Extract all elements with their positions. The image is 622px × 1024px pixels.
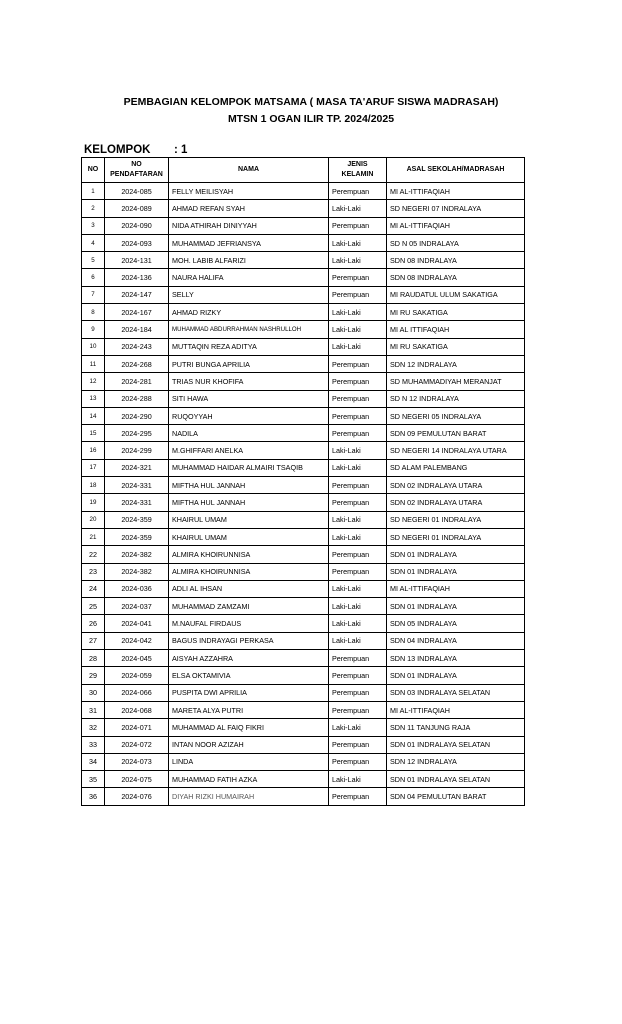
cell-name: MUHAMMAD HAIDAR ALMAIRI TSAQIB xyxy=(169,459,329,476)
cell-gender: Perempuan xyxy=(329,546,387,563)
cell-registration-number: 2024-136 xyxy=(105,269,169,286)
cell-gender: Laki-Laki xyxy=(329,632,387,649)
cell-name: DIYAH RIZKI HUMAIRAH xyxy=(169,788,329,805)
cell-no: 11 xyxy=(82,355,105,372)
cell-name: PUTRI BUNGA APRILIA xyxy=(169,355,329,372)
cell-gender: Perempuan xyxy=(329,477,387,494)
cell-registration-number: 2024-321 xyxy=(105,459,169,476)
cell-registration-number: 2024-359 xyxy=(105,511,169,528)
cell-no: 5 xyxy=(82,252,105,269)
table-header-row xyxy=(82,158,525,183)
cell-gender: Perempuan xyxy=(329,355,387,372)
cell-registration-number: 2024-268 xyxy=(105,355,169,372)
cell-name: MIFTHA HUL JANNAH xyxy=(169,494,329,511)
cell-gender: Perempuan xyxy=(329,494,387,511)
table-row xyxy=(82,321,525,338)
cell-registration-number: 2024-147 xyxy=(105,286,169,303)
cell-gender: Perempuan xyxy=(329,269,387,286)
cell-registration-number: 2024-089 xyxy=(105,200,169,217)
cell-origin-school: SDN 01 INDRALAYA xyxy=(387,563,525,580)
cell-registration-number: 2024-299 xyxy=(105,442,169,459)
cell-registration-number: 2024-281 xyxy=(105,373,169,390)
cell-gender: Perempuan xyxy=(329,286,387,303)
cell-gender: Laki-Laki xyxy=(329,528,387,545)
cell-name: MOH. LABIB ALFARIZI xyxy=(169,252,329,269)
cell-registration-number: 2024-042 xyxy=(105,632,169,649)
cell-name: ELSA OKTAMIVIA xyxy=(169,667,329,684)
cell-registration-number: 2024-072 xyxy=(105,736,169,753)
header-origin-school: ASAL SEKOLAH/MADRASAH xyxy=(387,158,525,183)
cell-origin-school: MI AL-ITTIFAQIAH xyxy=(387,183,525,200)
cell-registration-number: 2024-045 xyxy=(105,650,169,667)
table-row xyxy=(82,546,525,563)
cell-origin-school: SDN 01 INDRALAYA SELATAN xyxy=(387,771,525,788)
cell-origin-school: SDN 05 INDRALAYA xyxy=(387,615,525,632)
header-registration-number: NO PENDAFTARAN xyxy=(105,158,169,183)
cell-registration-number: 2024-036 xyxy=(105,580,169,597)
table-row xyxy=(82,528,525,545)
table-row xyxy=(82,477,525,494)
cell-registration-number: 2024-037 xyxy=(105,598,169,615)
cell-registration-number: 2024-243 xyxy=(105,338,169,355)
cell-name: LINDA xyxy=(169,753,329,770)
cell-no: 36 xyxy=(82,788,105,805)
cell-name: MUTTAQIN REZA ADITYA xyxy=(169,338,329,355)
cell-no: 31 xyxy=(82,701,105,718)
cell-registration-number: 2024-041 xyxy=(105,615,169,632)
cell-registration-number: 2024-071 xyxy=(105,719,169,736)
cell-gender: Perempuan xyxy=(329,217,387,234)
cell-registration-number: 2024-288 xyxy=(105,390,169,407)
group-heading xyxy=(84,144,188,156)
cell-gender: Laki-Laki xyxy=(329,580,387,597)
cell-origin-school: SDN 03 INDRALAYA SELATAN xyxy=(387,684,525,701)
cell-gender: Laki-Laki xyxy=(329,200,387,217)
cell-registration-number: 2024-073 xyxy=(105,753,169,770)
cell-origin-school: SDN 01 INDRALAYA SELATAN xyxy=(387,736,525,753)
cell-no: 29 xyxy=(82,667,105,684)
cell-registration-number: 2024-068 xyxy=(105,701,169,718)
header-gender: JENIS KELAMIN xyxy=(329,158,387,183)
cell-origin-school: SDN 11 TANJUNG RAJA xyxy=(387,719,525,736)
cell-no: 9 xyxy=(82,321,105,338)
cell-no: 14 xyxy=(82,407,105,424)
table-row xyxy=(82,425,525,442)
cell-origin-school: SD NEGERI 01 INDRALAYA xyxy=(387,511,525,528)
cell-gender: Perempuan xyxy=(329,667,387,684)
cell-registration-number: 2024-085 xyxy=(105,183,169,200)
table-row xyxy=(82,632,525,649)
table-row xyxy=(82,598,525,615)
cell-origin-school: SDN 08 INDRALAYA xyxy=(387,252,525,269)
cell-origin-school: SDN 12 INDRALAYA xyxy=(387,753,525,770)
cell-gender: Laki-Laki xyxy=(329,771,387,788)
cell-no: 35 xyxy=(82,771,105,788)
table-row xyxy=(82,580,525,597)
cell-name: M.NAUFAL FIRDAUS xyxy=(169,615,329,632)
cell-origin-school: SD NEGERI 14 INDRALAYA UTARA xyxy=(387,442,525,459)
cell-gender: Laki-Laki xyxy=(329,304,387,321)
cell-name: FELLY MEILISYAH xyxy=(169,183,329,200)
cell-name: PUSPITA DWI APRILIA xyxy=(169,684,329,701)
cell-name: TRIAS NUR KHOFIFA xyxy=(169,373,329,390)
cell-gender: Perempuan xyxy=(329,373,387,390)
cell-name: NADILA xyxy=(169,425,329,442)
cell-registration-number: 2024-066 xyxy=(105,684,169,701)
cell-gender: Laki-Laki xyxy=(329,459,387,476)
cell-name: MUHAMMAD AL FAIQ FIKRI xyxy=(169,719,329,736)
table-row xyxy=(82,200,525,217)
cell-no: 17 xyxy=(82,459,105,476)
cell-registration-number: 2024-331 xyxy=(105,477,169,494)
cell-name: AHMAD REFAN SYAH xyxy=(169,200,329,217)
cell-origin-school: MI AL ITTIFAQIAH xyxy=(387,321,525,338)
group-label: KELOMPOK xyxy=(84,144,151,156)
table-row xyxy=(82,701,525,718)
cell-registration-number: 2024-184 xyxy=(105,321,169,338)
header-name: NAMA xyxy=(169,158,329,183)
cell-gender: Perempuan xyxy=(329,425,387,442)
cell-origin-school: SDN 04 PEMULUTAN BARAT xyxy=(387,788,525,805)
cell-no: 34 xyxy=(82,753,105,770)
cell-name: AISYAH AZZAHRA xyxy=(169,650,329,667)
cell-registration-number: 2024-167 xyxy=(105,304,169,321)
cell-no: 27 xyxy=(82,632,105,649)
cell-gender: Perempuan xyxy=(329,563,387,580)
cell-name: ALMIRA KHOIRUNNISA xyxy=(169,546,329,563)
cell-name: ADLI AL IHSAN xyxy=(169,580,329,597)
cell-no: 20 xyxy=(82,511,105,528)
table-row xyxy=(82,771,525,788)
cell-gender: Laki-Laki xyxy=(329,234,387,251)
cell-origin-school: SD NEGERI 01 INDRALAYA xyxy=(387,528,525,545)
cell-registration-number: 2024-090 xyxy=(105,217,169,234)
cell-no: 30 xyxy=(82,684,105,701)
cell-no: 28 xyxy=(82,650,105,667)
cell-name: SITI HAWA xyxy=(169,390,329,407)
cell-name: BAGUS INDRAYAGI PERKASA xyxy=(169,632,329,649)
cell-name: RUQOYYAH xyxy=(169,407,329,424)
cell-no: 12 xyxy=(82,373,105,390)
cell-registration-number: 2024-093 xyxy=(105,234,169,251)
cell-no: 32 xyxy=(82,719,105,736)
cell-registration-number: 2024-382 xyxy=(105,546,169,563)
cell-name: MUHAMMAD ZAMZAMI xyxy=(169,598,329,615)
cell-gender: Laki-Laki xyxy=(329,719,387,736)
cell-registration-number: 2024-331 xyxy=(105,494,169,511)
cell-gender: Perempuan xyxy=(329,407,387,424)
table-row xyxy=(82,719,525,736)
cell-no: 2 xyxy=(82,200,105,217)
cell-name: MARETA ALYA PUTRI xyxy=(169,701,329,718)
table-row xyxy=(82,442,525,459)
cell-no: 4 xyxy=(82,234,105,251)
cell-origin-school: SD N 12 INDRALAYA xyxy=(387,390,525,407)
document-title: PEMBAGIAN KELOMPOK MATSAMA ( MASA TA'ARUF SISWA MADRASAH) xyxy=(123,96,499,108)
cell-name: SELLY xyxy=(169,286,329,303)
table-row xyxy=(82,234,525,251)
table-row xyxy=(82,753,525,770)
cell-no: 15 xyxy=(82,425,105,442)
cell-name: ALMIRA KHOIRUNNISA xyxy=(169,563,329,580)
cell-origin-school: SDN 04 INDRALAYA xyxy=(387,632,525,649)
cell-no: 8 xyxy=(82,304,105,321)
cell-gender: Laki-Laki xyxy=(329,338,387,355)
cell-origin-school: MI AL-ITTIFAQIAH xyxy=(387,217,525,234)
cell-no: 33 xyxy=(82,736,105,753)
cell-no: 24 xyxy=(82,580,105,597)
cell-name: MUHAMMAD JEFRIANSYA xyxy=(169,234,329,251)
cell-no: 21 xyxy=(82,528,105,545)
cell-name: KHAIRUL UMAM xyxy=(169,528,329,545)
cell-name: MUHAMMAD ABDURRAHMAN NASHRULLOH xyxy=(169,321,329,338)
cell-no: 10 xyxy=(82,338,105,355)
cell-no: 19 xyxy=(82,494,105,511)
table-row xyxy=(82,511,525,528)
cell-origin-school: SDN 13 INDRALAYA xyxy=(387,650,525,667)
cell-origin-school: SDN 01 INDRALAYA xyxy=(387,546,525,563)
table-row xyxy=(82,684,525,701)
document-subtitle: MTSN 1 OGAN ILIR TP. 2024/2025 xyxy=(227,113,395,125)
cell-origin-school: SDN 02 INDRALAYA UTARA xyxy=(387,494,525,511)
table-row xyxy=(82,338,525,355)
cell-origin-school: MI AL-ITTIFAQIAH xyxy=(387,701,525,718)
table-row xyxy=(82,269,525,286)
cell-no: 13 xyxy=(82,390,105,407)
cell-gender: Perempuan xyxy=(329,753,387,770)
table-row xyxy=(82,286,525,303)
cell-origin-school: SDN 02 INDRALAYA UTARA xyxy=(387,477,525,494)
cell-gender: Laki-Laki xyxy=(329,598,387,615)
cell-registration-number: 2024-075 xyxy=(105,771,169,788)
cell-origin-school: SD NEGERI 07 INDRALAYA xyxy=(387,200,525,217)
table-row xyxy=(82,373,525,390)
cell-name: INTAN NOOR AZIZAH xyxy=(169,736,329,753)
cell-no: 18 xyxy=(82,477,105,494)
cell-gender: Laki-Laki xyxy=(329,615,387,632)
table-row xyxy=(82,459,525,476)
cell-gender: Laki-Laki xyxy=(329,321,387,338)
cell-gender: Laki-Laki xyxy=(329,252,387,269)
table-body xyxy=(82,183,525,806)
cell-registration-number: 2024-131 xyxy=(105,252,169,269)
cell-origin-school: SDN 01 INDRALAYA xyxy=(387,598,525,615)
cell-registration-number: 2024-290 xyxy=(105,407,169,424)
cell-gender: Perempuan xyxy=(329,736,387,753)
cell-gender: Laki-Laki xyxy=(329,442,387,459)
table-row xyxy=(82,390,525,407)
table-row xyxy=(82,736,525,753)
cell-name: MUHAMMAD FATIH AZKA xyxy=(169,771,329,788)
cell-no: 22 xyxy=(82,546,105,563)
cell-origin-school: MI RAUDATUL ULUM SAKATIGA xyxy=(387,286,525,303)
cell-origin-school: MI RU SAKATIGA xyxy=(387,304,525,321)
cell-name: KHAIRUL UMAM xyxy=(169,511,329,528)
group-value: : 1 xyxy=(174,144,188,156)
cell-no: 3 xyxy=(82,217,105,234)
cell-gender: Perempuan xyxy=(329,701,387,718)
cell-name: M.GHIFFARI ANELKA xyxy=(169,442,329,459)
cell-name: AHMAD RIZKY xyxy=(169,304,329,321)
cell-name: NAURA HALIFA xyxy=(169,269,329,286)
table-row xyxy=(82,615,525,632)
table-row xyxy=(82,650,525,667)
cell-registration-number: 2024-295 xyxy=(105,425,169,442)
cell-origin-school: SDN 01 INDRALAYA xyxy=(387,667,525,684)
table-row xyxy=(82,563,525,580)
cell-gender: Perempuan xyxy=(329,390,387,407)
cell-gender: Perempuan xyxy=(329,183,387,200)
cell-gender: Perempuan xyxy=(329,788,387,805)
cell-origin-school: MI AL-ITTIFAQIAH xyxy=(387,580,525,597)
cell-origin-school: SD N 05 INDRALAYA xyxy=(387,234,525,251)
cell-no: 7 xyxy=(82,286,105,303)
cell-no: 25 xyxy=(82,598,105,615)
cell-registration-number: 2024-382 xyxy=(105,563,169,580)
cell-name: NIDA ATHIRAH DINIYYAH xyxy=(169,217,329,234)
table-row xyxy=(82,788,525,805)
table-row xyxy=(82,252,525,269)
cell-origin-school: SDN 12 INDRALAYA xyxy=(387,355,525,372)
table-row xyxy=(82,667,525,684)
cell-gender: Perempuan xyxy=(329,684,387,701)
table-row xyxy=(82,355,525,372)
cell-name: MIFTHA HUL JANNAH xyxy=(169,477,329,494)
student-group-table xyxy=(81,157,525,806)
cell-registration-number: 2024-359 xyxy=(105,528,169,545)
cell-gender: Perempuan xyxy=(329,650,387,667)
cell-origin-school: SDN 09 PEMULUTAN BARAT xyxy=(387,425,525,442)
cell-origin-school: SD ALAM PALEMBANG xyxy=(387,459,525,476)
table-row xyxy=(82,494,525,511)
cell-origin-school: MI RU SAKATIGA xyxy=(387,338,525,355)
table-row xyxy=(82,217,525,234)
cell-origin-school: SD MUHAMMADIYAH MERANJAT xyxy=(387,373,525,390)
table-row xyxy=(82,407,525,424)
cell-no: 16 xyxy=(82,442,105,459)
cell-no: 23 xyxy=(82,563,105,580)
cell-origin-school: SD NEGERI 05 INDRALAYA xyxy=(387,407,525,424)
cell-no: 26 xyxy=(82,615,105,632)
table-row xyxy=(82,304,525,321)
cell-no: 6 xyxy=(82,269,105,286)
cell-gender: Laki-Laki xyxy=(329,511,387,528)
cell-no: 1 xyxy=(82,183,105,200)
cell-origin-school: SDN 08 INDRALAYA xyxy=(387,269,525,286)
cell-registration-number: 2024-076 xyxy=(105,788,169,805)
table-row xyxy=(82,183,525,200)
header-no: NO xyxy=(82,158,105,183)
cell-registration-number: 2024-059 xyxy=(105,667,169,684)
